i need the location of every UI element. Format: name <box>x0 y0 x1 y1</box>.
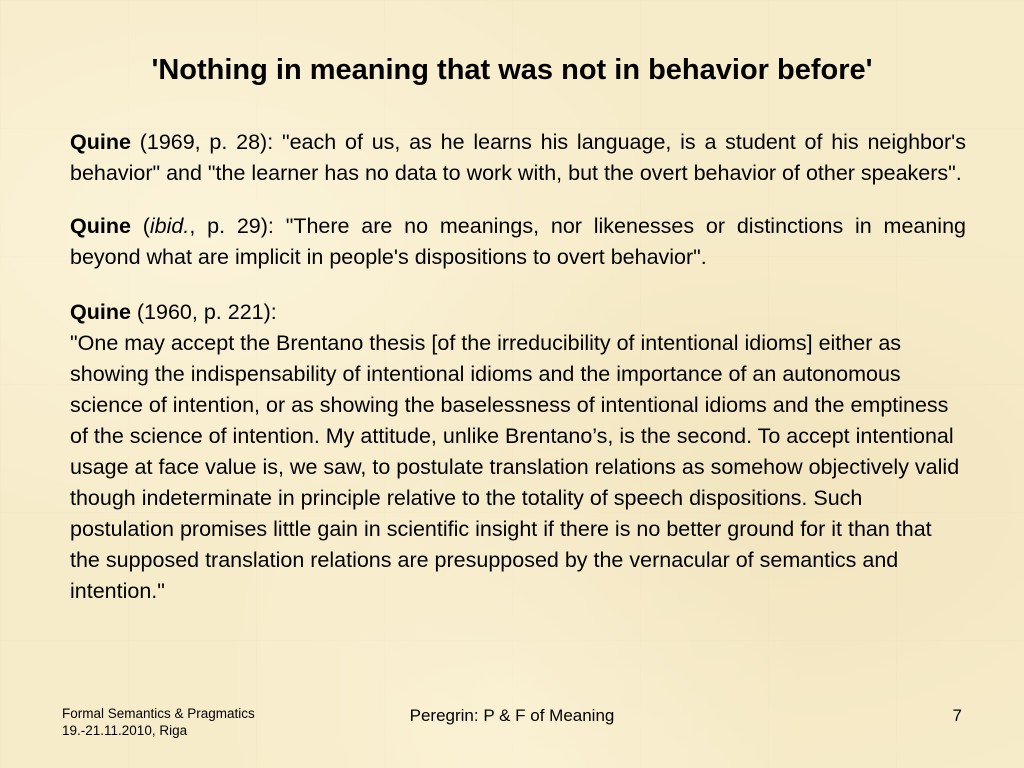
citation-text: , p. 29): "There are no meanings, nor likenesses or distinctions in meaning beyond what are implicit in people's dispositions to overt behavior". <box>70 214 967 269</box>
author-name: Quine <box>70 130 131 154</box>
quote-text: "One may accept the Brentano thesis [of the irreducibility of intentional idioms] either as showing the indispensability of intentional idioms and the importance of an autonomous science of intention, or as showing the baselessness of intentional idioms and the emptiness of the science of intention. My attitude, unlike Brentano’s, is the second. To accept intentional usage at face value is, we saw, to postulate translation relations as somehow objectively valid though indeterminate in principle relative to the totality of speech dispositions. Such postulation promises little gain in scientific insight if there is no better ground for it than that the supposed translation relations are presupposed by the vernacular of semantics and intention." <box>70 331 960 603</box>
quote-paragraph-3 <box>70 297 966 607</box>
author-name: Quine <box>70 214 131 238</box>
quote-paragraph-1 <box>70 127 966 189</box>
citation-open: ( <box>130 214 150 238</box>
footer-course-title: Formal Semantics & Pragmatics <box>62 706 255 721</box>
slide-title: 'Nothing in meaning that was not in behavior before' <box>151 54 873 86</box>
citation-text: (1969, p. 28): "each of us, as he learns his language, is a student of his neighbor's behavior" and "the learner has no data to work with, but the overt behavior of other speakers". <box>70 130 966 185</box>
page-number: 7 <box>952 706 962 725</box>
footer-date-location: 19.-21.11.2010, Riga <box>62 723 188 738</box>
quote-paragraph-2 <box>70 211 966 273</box>
slide-content <box>70 127 966 607</box>
footer-center: Peregrin: P & F of Meaning <box>409 706 615 725</box>
citation-ibid: ibid. <box>149 214 190 238</box>
author-name: Quine <box>70 300 131 324</box>
citation-reference: (1960, p. 221): <box>130 300 277 324</box>
